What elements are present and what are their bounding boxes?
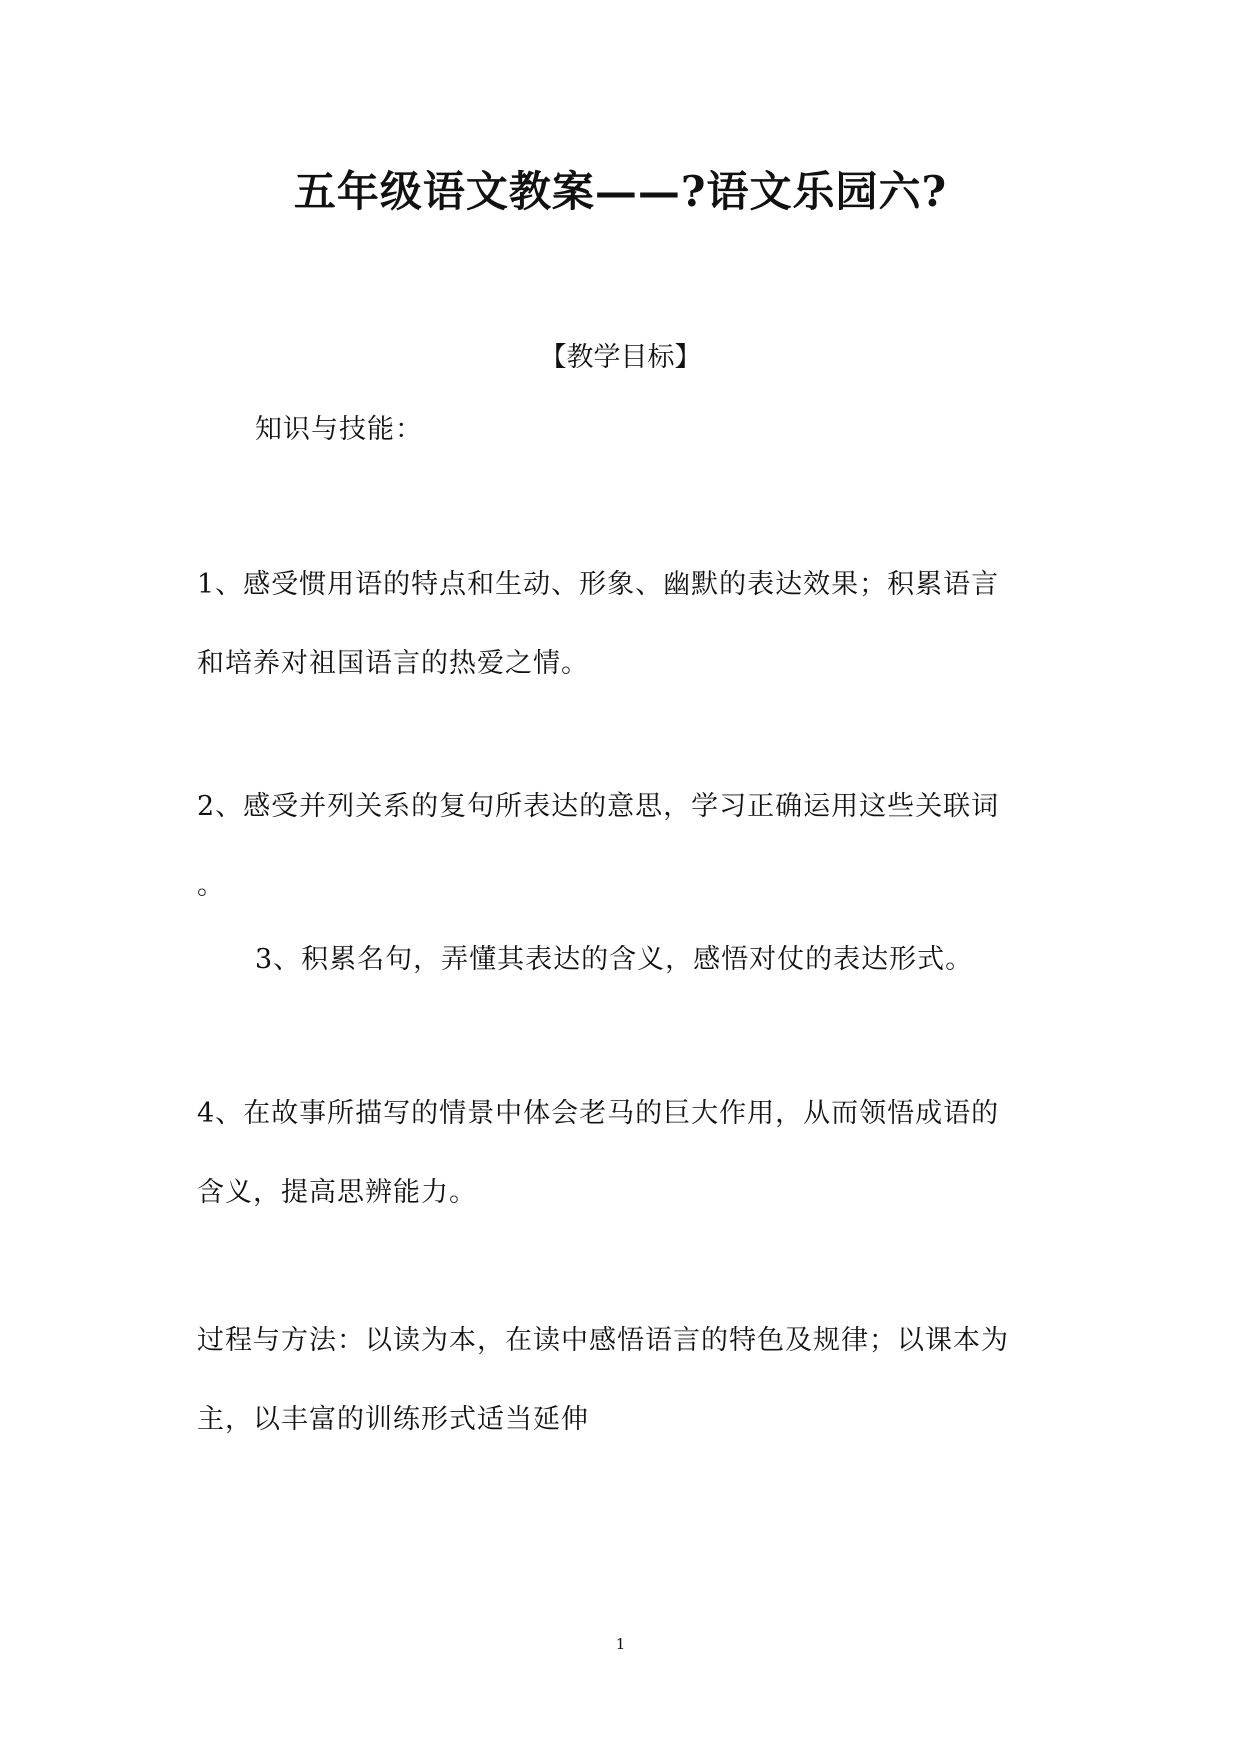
page-title: 五年级语文教案——?语文乐园六? [293,167,948,216]
paragraph-line: 过程与方法：以读为本，在读中感悟语言的特色及规律；以课本为 [197,1325,1009,1356]
section-heading-objectives: 【教学目标】 [539,342,702,373]
paragraph-line: 2、感受并列关系的复句所表达的意思，学习正确运用这些关联词 [197,791,1000,822]
paragraph-line: 主，以丰富的训练形式适当延伸 [197,1404,589,1435]
subheading-knowledge-skills: 知识与技能： [255,414,423,445]
paragraph-line: 和培养对祖国语言的热爱之情。 [197,648,589,679]
paragraph-line: 。 [197,870,225,901]
paragraph-line: 1、感受惯用语的特点和生动、形象、幽默的表达效果；积累语言 [197,569,1000,600]
paragraph-line: 3、积累名句，弄懂其表达的含义，感悟对仗的表达形式。 [255,944,974,975]
paragraph-line: 含义，提高思辨能力。 [197,1177,477,1208]
paragraph-line: 4、在故事所描写的情景中体会老马的巨大作用，从而领悟成语的 [197,1098,1000,1129]
page-number: 1 [615,1635,626,1653]
